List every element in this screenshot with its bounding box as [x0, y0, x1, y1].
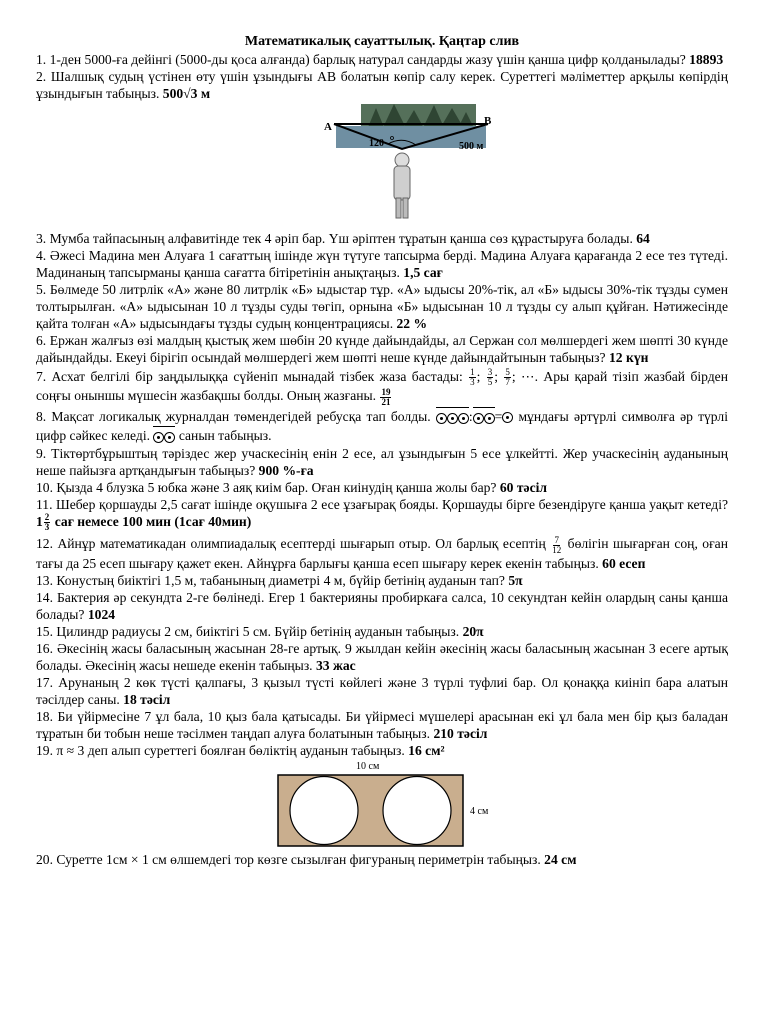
bridge-diagram: [36, 102, 736, 230]
problem-4: [36, 247, 728, 281]
problem-7: 7. Асхат белгілі бір заңдылыққа сүйеніп мынадай тізбек жаза бастады: $\frac{1}{3}$ ; $\frac{3}{5}$ ; $\frac{5}{7}$ ; ⋯. Ары қарай тізіп жазбай бірден соңғы оныншы мүшесін жазбақшы болды. Оның жазғаны. $\frac{19}{21}$: [36, 367, 728, 407]
problem-text: 19. π ≈ 3 деп алып суреттегі боялған бөліктің ауданын табыңыз.: [36, 742, 405, 758]
problem-11: [36, 496, 728, 532]
denominator: 21: [381, 396, 391, 407]
numerator: 2: [44, 512, 50, 523]
rebus-target: [153, 426, 175, 445]
problem-text: 1. 1-ден 5000-ға дейінгі (5000-ды қоса алғанда) барлық натурал сандарды жазу үшін қанша цифр қолданылады?: [36, 52, 686, 67]
problem-9: [36, 445, 728, 479]
denominator: 7: [505, 377, 510, 388]
problem-text: санын табыңыз.: [178, 427, 272, 443]
problem-answer: 60 есеп: [602, 555, 646, 571]
problem-text: 9. Тіктөртбұрыштың тәріздес жер учаскесінің енін 2 есе, ал ұзындығын 5 есе ұлкейтті. Жер учаскесінің ауданының неше пайызға артқандығын табыңыз?: [36, 445, 728, 478]
problem-16: [36, 640, 728, 674]
problem-answer: 5π: [508, 572, 523, 588]
problem-text: 18. Би үйірмесіне 7 ұл бала, 10 қыз бала қатысады. Би үйірмесі мүшелері арасынан екі ұл бала мен бір қыз баладан тұратын би тобын неше тәсілмен таңдап алуға болатынын табыңыз.: [36, 708, 728, 741]
problem-10: [36, 479, 728, 496]
left-circle: [290, 776, 358, 844]
height-label: 4 см: [470, 805, 489, 817]
problem-answer: 12 күн: [609, 350, 649, 365]
problem-answer: 18 тәсіл: [123, 691, 171, 707]
label-b: B: [484, 115, 492, 127]
numerator: 3: [487, 367, 493, 378]
sequence-term-3: [504, 368, 511, 387]
problem-answer: 60 тәсіл: [499, 479, 547, 495]
denominator: 12: [552, 544, 562, 555]
problem-text: 3. Мумба тайпасының алфавитінде тек 4 әріп бар. Үш әріптен тұратын қанша сөз құрастыруға болады.: [36, 231, 633, 246]
problem-answer: 500√3 м: [162, 86, 211, 101]
label-a: A: [324, 121, 332, 133]
problem-text: 15. Цилиндр радиусы 2 см, биіктігі 5 см. Бүйір бетінің ауданын табыңыз.: [36, 623, 460, 639]
circle-dot-icon: [458, 413, 469, 424]
problem-answer: [380, 388, 391, 407]
problem-text: 13. Конустың биіктігі 1,5 м, табанының диаметрі 4 м, бүйір бетінің ауданын тап?: [36, 572, 505, 588]
problem-text-tail: ; ⋯. Ары қарай тізіп жазбай бірден соңғы оныншы мүшесін жазбақшы болды. Оның жазғаны.: [36, 369, 728, 404]
width-label: 10 см: [356, 760, 380, 772]
problem-18: [36, 708, 728, 742]
problem-text: 6. Ержан жалғыз өзі малдың қыстық жем шөбін 20 күнде дайындайды, ал Сержан сол мөлшердегі жем шөпті 30 күнде дайындайды. Екеуі бірігіп осындай мөлшердегі жем шөпті неше күнде дайындайтынын табыңыз?: [36, 333, 728, 365]
problem-12: [36, 535, 728, 571]
circle-dot-icon: [164, 432, 175, 443]
problem-answer: 20π: [462, 623, 484, 639]
denominator: 3: [44, 522, 50, 533]
problem-text: мұндағы әртүрлі символға әр түрлі цифр сәйкес келеді.: [36, 408, 728, 443]
rebus-operator: :: [468, 408, 473, 424]
numerator: 7: [554, 534, 559, 545]
problem-text: 10. Қызда 4 блузка 5 юбка және 3 аяқ киім бар. Оған киінудің қанша жолы бар?: [36, 479, 497, 495]
problem-text: 4. Әжесі Мадина мен Алуаға 1 сағаттың ішінде жүн түтуге тапсырма берді. Мадина Алуаға қарағанда 2 есе тез түтеді. Мадинаның тапсырманы қанша сағатта бітіретінін анықтаңыз.: [36, 248, 728, 280]
problem-fraction: [551, 536, 562, 555]
problem-answer: 18893: [689, 52, 724, 67]
problem-text: 7. Асхат белгілі бір заңдылыққа сүйеніп мынадай тізбек жаза бастады:: [36, 369, 463, 384]
problem-text: 2. Шалшық судың үстінен өту үшін ұзындығы АВ болатын көпір салу керек. Суреттегі мәліметтер арқылы көпірдің ұзындығын табыңыз.: [36, 69, 728, 101]
circle-star-icon: [473, 413, 484, 424]
numerator: 19: [381, 386, 391, 397]
problem-5: [36, 281, 728, 332]
problem-13: [36, 572, 728, 589]
problem-14: [36, 589, 728, 623]
circle-dot-icon: [436, 413, 447, 424]
numerator: 5: [505, 367, 510, 378]
problem-answer: 22 %: [396, 316, 428, 331]
right-circle: [383, 776, 451, 844]
problem-answer: 1,5 сағ: [403, 265, 443, 280]
problem-text: 8. Мақсат логикалық журналдан төмендегідей ребусқа тап болды.: [36, 408, 431, 424]
problem-answer: 16 см²: [408, 742, 445, 758]
answer-fraction: [44, 513, 51, 532]
problem-20: [36, 851, 728, 868]
page-title: Математикалық сауаттылық. Қаңтар слив: [244, 34, 520, 49]
problem-1: [36, 51, 728, 68]
angle-label: 120: [369, 138, 384, 149]
problem-text: 14. Бактерия әр секундта 2-ге бөлінеді. Егер 1 бактерияны пробиркаға салса, 10 секундтан кейін олардың саны қанша болады?: [36, 589, 728, 622]
person-image: [394, 153, 410, 218]
bridge-figure: [36, 102, 728, 230]
problem-text: 17. Арунаның 2 көк түсті қалпағы, 3 қызыл түсті көйлегі және 3 түрлі туфлиі бар. Ол қонаққа киініп бара алатын тәсілдер саны.: [36, 674, 728, 707]
problem-17: [36, 674, 728, 708]
rebus-divisor: [473, 407, 495, 426]
problem-text: 20. Суретте 1см × 1 см өлшемдегі тор көзге сызылған фигураның периметрін табыңыз.: [36, 851, 541, 867]
circle-dot-icon: [484, 413, 495, 424]
problem-answer: 900 %-ға: [258, 462, 314, 478]
circle-dot-icon: [502, 412, 513, 423]
problem-3: [36, 230, 728, 247]
problem-text: 12. Айнұр математикадан олимпиадалық есептерді шығарып отыр. Ол барлық есептің: [36, 536, 546, 552]
denominator: 5: [487, 377, 493, 388]
problem-6: [36, 332, 728, 366]
rebus-equals: =: [494, 408, 503, 424]
problem-text: 5. Бөлмеде 50 литрлік «А» және 80 литрлік «Б» ыдыстар тұр. «А» ыдысы 20%-тік, ал «Б» ыдысы 30%-тік тұзды сумен толтырылған. «А» ыдысынан 10 л тұзды суды төгіп, орнына «Б» ыдысынан 10 л тұзды су алып құйған. Нәтижесінде қайта толған «А» ыдысындағы тұзды судың концентрациясы.: [36, 282, 728, 331]
numerator: 1: [470, 367, 475, 378]
sequence-term-2: [487, 368, 494, 387]
denominator: 3: [470, 377, 475, 388]
problem-text: 11. Шебер қоршауды 2,5 сағат ішінде оқушыға 2 есе ұзағырақ бояды. Қоршауды бірге безендіруге қанша уақыт кетеді?: [36, 496, 728, 512]
problem-15: [36, 623, 728, 640]
problem-answer: сағ немесе 100 мин (1сағ 40мин): [54, 513, 252, 529]
answer-whole: 1: [36, 513, 43, 529]
circles-figure: [36, 759, 728, 851]
problem-answer: 210 тәсіл: [433, 725, 488, 741]
problem-19: [36, 742, 728, 759]
rebus-expression: [436, 407, 469, 426]
circle-star-icon: [153, 432, 164, 443]
problem-answer: 1024: [87, 606, 116, 622]
sequence-term-1: [469, 368, 476, 387]
problem-text: 16. Әкесінің жасы баласының жасынан 28-ге артық. 9 жылдан кейін әкесінің жасы баласының жасынан 3 есеге артық болады. Әкесінің жасы нешеде екенін табыңыз.: [36, 640, 728, 673]
problem-2: [36, 68, 728, 102]
circle-star-icon: [447, 413, 458, 424]
problem-answer: 33 жас: [316, 657, 356, 673]
problem-answer: 64: [636, 231, 650, 246]
side-label: 500 м: [459, 141, 484, 152]
problem-8: [36, 407, 728, 445]
problem-answer: 24 см: [544, 851, 577, 867]
problem-text: бөлігін шығарған соң, оған тағы да 25 есеп шығару қажет екен. Айнұрға барлығы қанша есеп шығару керек екенін табыңыз.: [36, 536, 728, 571]
circles-diagram: [36, 759, 736, 851]
